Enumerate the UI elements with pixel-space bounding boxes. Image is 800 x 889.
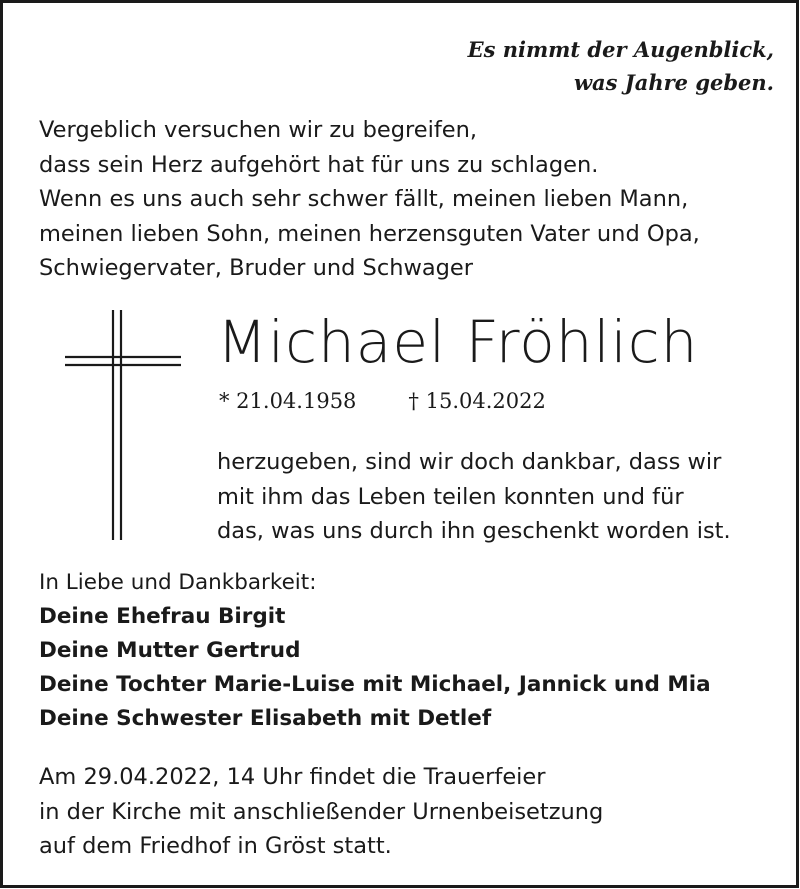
thanks-line: mit ihm das Leben teilen konnten und für (217, 483, 684, 510)
intro-line: dass sein Herz aufgehört hat für uns zu schlagen. (39, 151, 599, 178)
intro-line: Schwiegervater, Bruder und Schwager (39, 255, 474, 281)
death-date: † 15.04.2022 (408, 389, 546, 413)
signoff-intro: In Liebe und Dankbarkeit: (39, 570, 317, 595)
service-line: Am 29.04.2022, 14 Uhr findet die Trauerfeier (39, 764, 546, 790)
quote-line: Es nimmt der Augenblick, (467, 37, 774, 62)
birth-date: * 21.04.1958 (219, 389, 357, 413)
family-member: Deine Ehefrau Birgit (39, 604, 286, 629)
service-line: in der Kirche mit anschließender Urnenbeisetzung (39, 798, 604, 825)
opening-quote (468, 33, 774, 99)
family-member: Deine Schwester Elisabeth mit Detlef (39, 706, 492, 731)
intro-line: Vergeblich versuchen wir zu begreifen, (39, 117, 478, 143)
life-dates (219, 385, 546, 417)
intro-line: meinen lieben Sohn, meinen herzensguten Vater und Opa, (39, 220, 700, 247)
family-signoff (39, 566, 711, 736)
service-line: auf dem Friedhof in Gröst statt. (39, 833, 392, 859)
cross-icon (65, 310, 181, 540)
intro-line: Wenn es uns auch sehr schwer fällt, meinen lieben Mann, (39, 186, 689, 212)
intro-text (39, 113, 700, 286)
thanks-line: das, was uns durch ihn geschenkt worden ist. (217, 518, 731, 544)
thanks-text (217, 445, 731, 549)
funeral-service-info (39, 760, 603, 864)
deceased-name: Michael Fröhlich (217, 308, 699, 376)
thanks-line: herzugeben, sind wir doch dankbar, dass wir (217, 449, 722, 475)
family-member: Deine Mutter Gertrud (39, 638, 301, 663)
family-member: Deine Tochter Marie-Luise mit Michael, Jannick und Mia (39, 672, 711, 697)
quote-line: was Jahre geben. (573, 70, 774, 95)
